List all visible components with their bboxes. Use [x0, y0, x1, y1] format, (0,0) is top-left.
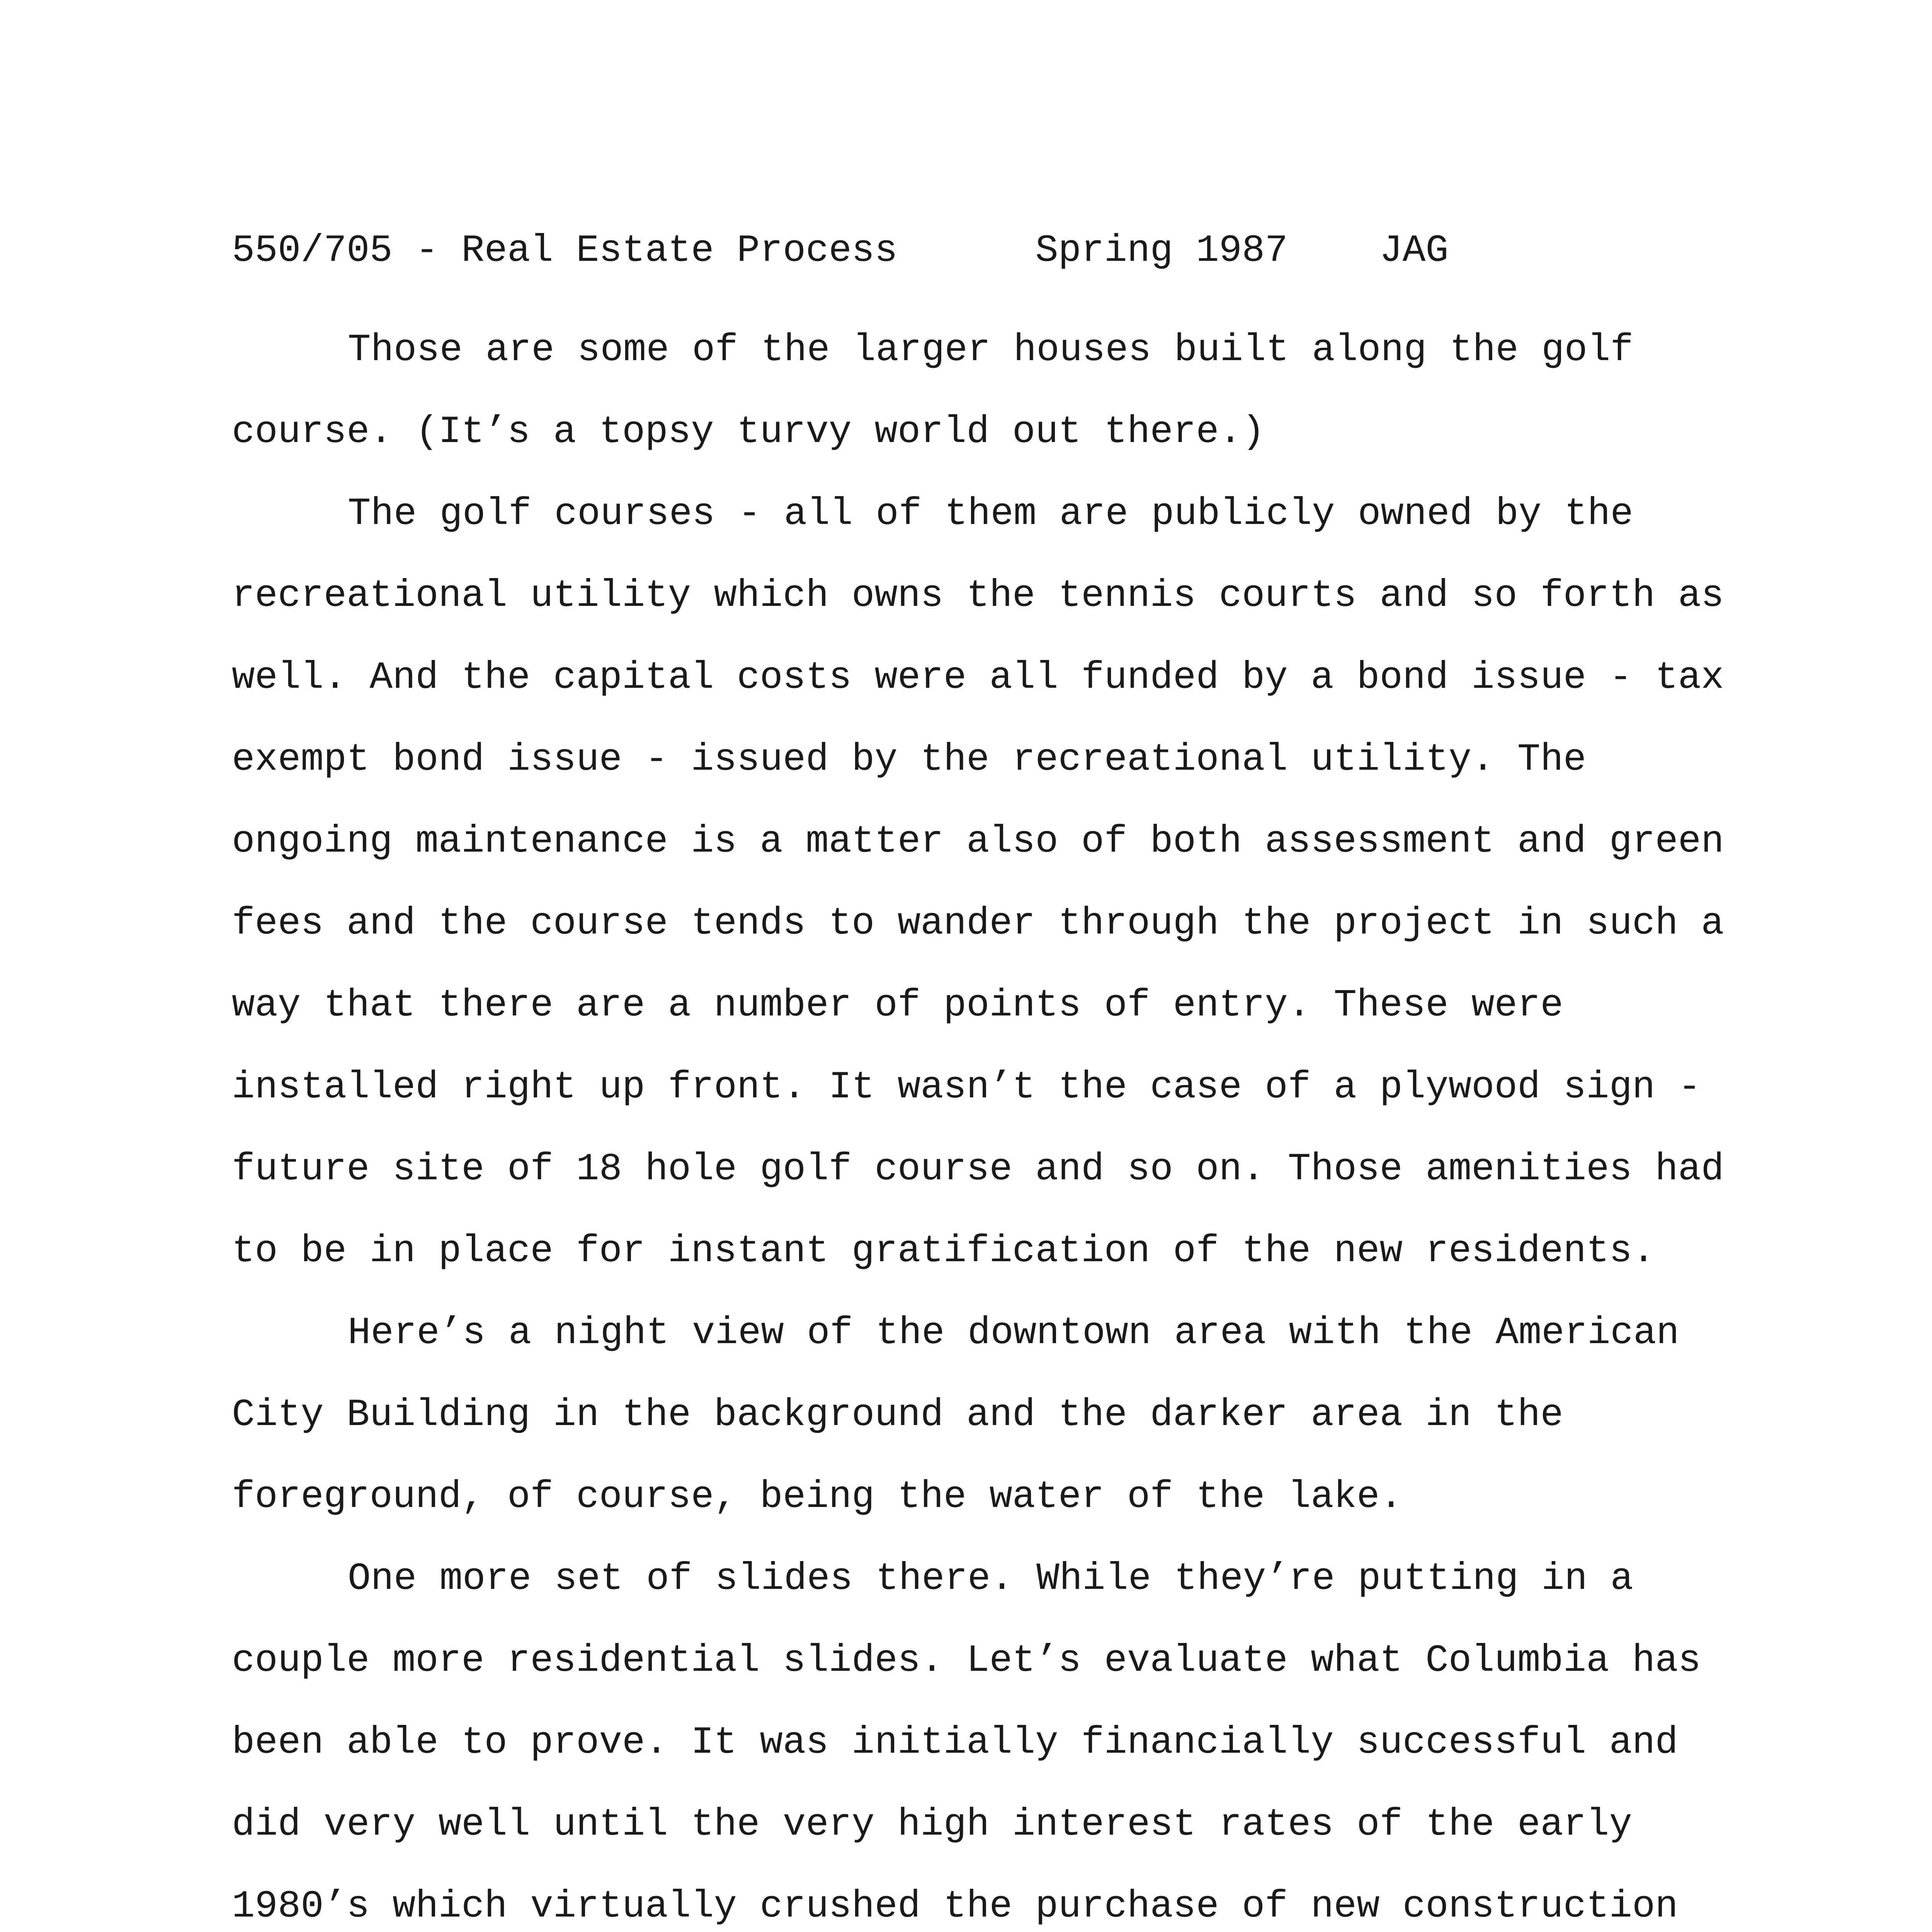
paragraph-3: Here’s a night view of the downtown area with the American City Building in the background and the darker area in the foreground, of course, being the water of the lake. — [232, 1311, 1679, 1519]
page-header — [232, 226, 1449, 276]
paragraph-2: The golf courses - all of them are publicly owned by the recreational utility which owns the tennis courts and so forth as well. And the capital costs were all funded by a bond issue - tax exempt bond issue - issued by the recreational utility. The ongoing maintenance is a matter also of both assessment and green fees and the course tends to wander through the project in such a way that there are a number of points of entry. These were installed right up front. It wasn’t the case of a plywood sign - future site of 18 hole golf course and so on. Those amenities had to be in place for instant gratification of the new residents. — [232, 492, 1724, 1273]
transcript-body — [232, 309, 1743, 1932]
header-initials: JAG — [1379, 229, 1449, 272]
paragraph-4: One more set of slides there. While they’re putting in a couple more residential slides. Let’s evaluate what Columbia has been able to prove. It was initially financially successful and did very well until the very high interest rates of the early 1980’s which virtually crushed the purchase of new construction — [232, 1557, 1701, 1928]
header-term: Spring 1987 — [1035, 229, 1288, 272]
header-course: 550/705 - Real Estate Process — [232, 229, 898, 272]
paragraph-1: Those are some of the larger houses built along the golf course. (It’s a topsy turvy world out there.) — [232, 328, 1633, 454]
